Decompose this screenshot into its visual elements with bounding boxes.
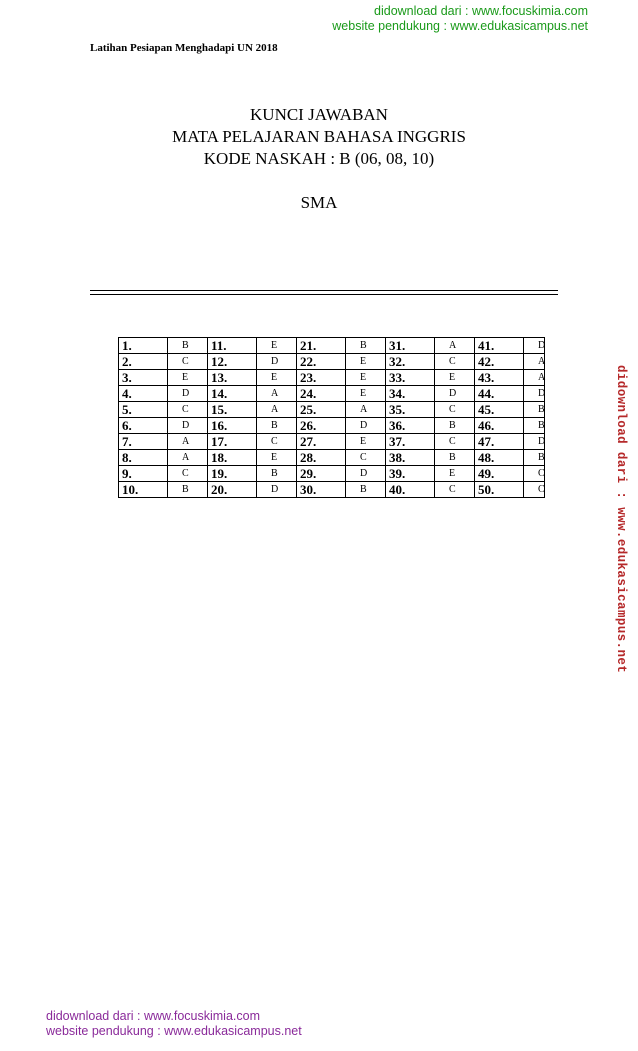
question-number: 44.: [475, 386, 524, 402]
question-number: 8.: [119, 450, 168, 466]
answer-letter: D: [346, 418, 386, 434]
answer-letter: E: [257, 370, 297, 386]
title-line-1: KUNCI JAWABAN: [250, 105, 388, 124]
answer-letter: B: [168, 338, 208, 354]
answer-letter: B: [346, 338, 386, 354]
question-number: 12.: [208, 354, 257, 370]
answer-key-body: [119, 338, 545, 498]
question-number: 7.: [119, 434, 168, 450]
question-number: 10.: [119, 482, 168, 498]
answer-letter: B: [435, 418, 475, 434]
question-number: 45.: [475, 402, 524, 418]
question-number: 40.: [386, 482, 435, 498]
table-row: [119, 434, 545, 450]
answer-letter: E: [346, 386, 386, 402]
question-number: 34.: [386, 386, 435, 402]
question-number: 25.: [297, 402, 346, 418]
question-number: 41.: [475, 338, 524, 354]
answer-letter: E: [435, 466, 475, 482]
watermark-top-line1: didownload dari : www.focuskimia.com: [374, 4, 588, 18]
page-header-title: Latihan Pesiapan Menghadapi UN 2018: [90, 42, 278, 54]
question-number: 38.: [386, 450, 435, 466]
watermark-bottom-line2: website pendukung : www.edukasicampus.net: [46, 1024, 302, 1038]
answer-letter: A: [257, 386, 297, 402]
question-number: 50.: [475, 482, 524, 498]
answer-letter: C: [168, 354, 208, 370]
question-number: 24.: [297, 386, 346, 402]
answer-letter: E: [168, 370, 208, 386]
question-number: 46.: [475, 418, 524, 434]
answer-letter: B: [435, 450, 475, 466]
question-number: 31.: [386, 338, 435, 354]
answer-letter: B: [257, 466, 297, 482]
question-number: 36.: [386, 418, 435, 434]
title-line-2: MATA PELAJARAN BAHASA INGGRIS: [172, 127, 466, 146]
question-number: 37.: [386, 434, 435, 450]
question-number: 48.: [475, 450, 524, 466]
answer-letter: A: [524, 354, 545, 370]
question-number: 26.: [297, 418, 346, 434]
answer-letter: E: [346, 354, 386, 370]
answer-letter: A: [257, 402, 297, 418]
watermark-side: didownload dari : www.edukasicampus.net: [614, 365, 628, 674]
title-line-3: KODE NASKAH : B (06, 08, 10): [203, 149, 435, 168]
table-row: [119, 450, 545, 466]
answer-letter: A: [168, 450, 208, 466]
answer-letter: D: [524, 338, 545, 354]
table-row: [119, 482, 545, 498]
question-number: 42.: [475, 354, 524, 370]
answer-letter: C: [346, 450, 386, 466]
answer-letter: A: [524, 370, 545, 386]
question-number: 27.: [297, 434, 346, 450]
question-number: 14.: [208, 386, 257, 402]
answer-letter: C: [435, 402, 475, 418]
table-row: [119, 354, 545, 370]
answer-letter: D: [524, 434, 545, 450]
answer-letter: C: [168, 402, 208, 418]
table-row: [119, 386, 545, 402]
table-row: [119, 370, 545, 386]
question-number: 21.: [297, 338, 346, 354]
answer-letter: D: [168, 418, 208, 434]
answer-letter: D: [257, 482, 297, 498]
question-number: 49.: [475, 466, 524, 482]
answer-letter: D: [257, 354, 297, 370]
answer-letter: A: [168, 434, 208, 450]
question-number: 39.: [386, 466, 435, 482]
question-number: 29.: [297, 466, 346, 482]
school-level: SMA: [300, 193, 338, 212]
question-number: 23.: [297, 370, 346, 386]
question-number: 18.: [208, 450, 257, 466]
answer-key-table: [118, 337, 545, 498]
question-number: 30.: [297, 482, 346, 498]
answer-letter: B: [524, 450, 545, 466]
question-number: 5.: [119, 402, 168, 418]
watermark-bottom-line1: didownload dari : www.focuskimia.com: [46, 1009, 260, 1023]
answer-letter: B: [524, 418, 545, 434]
answer-letter: B: [257, 418, 297, 434]
divider-rule-bottom: [90, 294, 558, 295]
table-row: [119, 418, 545, 434]
answer-letter: E: [346, 434, 386, 450]
answer-letter: E: [346, 370, 386, 386]
answer-letter: D: [435, 386, 475, 402]
document-title-block: [0, 104, 638, 214]
answer-letter: C: [524, 482, 545, 498]
answer-letter: C: [435, 434, 475, 450]
question-number: 15.: [208, 402, 257, 418]
answer-letter: E: [435, 370, 475, 386]
table-row: [119, 338, 545, 354]
answer-letter: D: [346, 466, 386, 482]
answer-letter: C: [257, 434, 297, 450]
answer-letter: C: [524, 466, 545, 482]
answer-letter: B: [346, 482, 386, 498]
answer-letter: E: [257, 338, 297, 354]
question-number: 33.: [386, 370, 435, 386]
question-number: 1.: [119, 338, 168, 354]
question-number: 35.: [386, 402, 435, 418]
answer-letter: C: [435, 354, 475, 370]
watermark-top-line2: website pendukung : www.edukasicampus.net: [332, 19, 588, 33]
answer-letter: C: [435, 482, 475, 498]
question-number: 20.: [208, 482, 257, 498]
question-number: 4.: [119, 386, 168, 402]
question-number: 3.: [119, 370, 168, 386]
question-number: 9.: [119, 466, 168, 482]
answer-letter: D: [168, 386, 208, 402]
answer-letter: B: [168, 482, 208, 498]
question-number: 47.: [475, 434, 524, 450]
answer-letter: C: [168, 466, 208, 482]
watermark-bottom: [46, 1009, 302, 1039]
question-number: 19.: [208, 466, 257, 482]
question-number: 43.: [475, 370, 524, 386]
watermark-top: [332, 4, 588, 34]
answer-letter: B: [524, 402, 545, 418]
question-number: 16.: [208, 418, 257, 434]
table-row: [119, 402, 545, 418]
answer-letter: D: [524, 386, 545, 402]
question-number: 13.: [208, 370, 257, 386]
question-number: 28.: [297, 450, 346, 466]
question-number: 2.: [119, 354, 168, 370]
table-row: [119, 466, 545, 482]
question-number: 17.: [208, 434, 257, 450]
question-number: 11.: [208, 338, 257, 354]
question-number: 22.: [297, 354, 346, 370]
answer-letter: A: [435, 338, 475, 354]
question-number: 32.: [386, 354, 435, 370]
answer-letter: A: [346, 402, 386, 418]
divider-rule-top: [90, 290, 558, 291]
question-number: 6.: [119, 418, 168, 434]
answer-letter: E: [257, 450, 297, 466]
